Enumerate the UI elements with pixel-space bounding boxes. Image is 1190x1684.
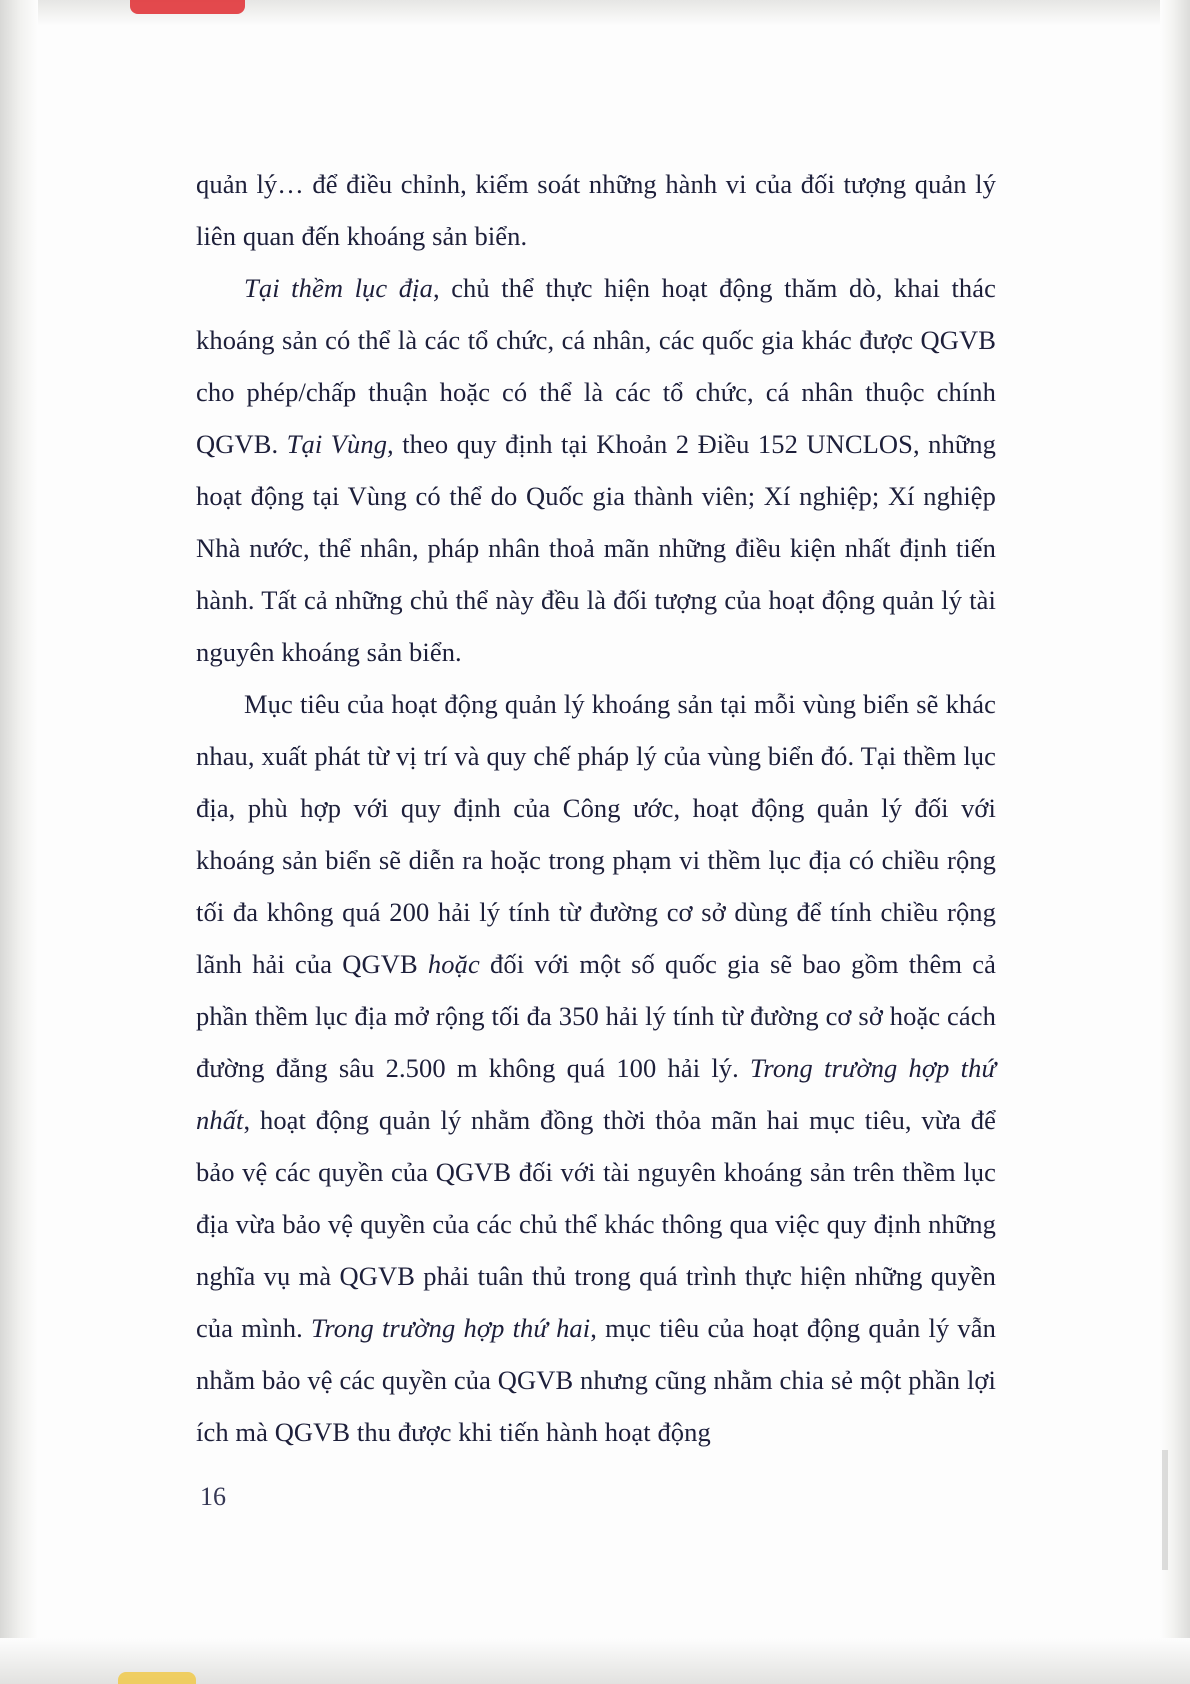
emphasis-text: Trong trường hợp thứ nhất: [196, 1053, 996, 1135]
paragraph: [196, 262, 996, 678]
scan-edge-left: [0, 0, 38, 1684]
body-text-block: [196, 158, 996, 1458]
yellow-scan-marker: [118, 1672, 196, 1684]
body-text: , mục tiêu của hoạt động quản lý vẫn nhằm bảo vệ các quyền của QGVB nhưng cũng nhằm chia sẻ một phần lợi ích mà QGVB thu được khi tiến hành hoạt động: [196, 1313, 996, 1447]
body-text: , hoạt động quản lý nhằm đồng thời thỏa mãn hai mục tiêu, vừa để bảo vệ các quyền của QGVB đối với tài nguyên khoáng sản trên thềm lục địa vừa bảo vệ quyền của các chủ thể khác thông qua việc quy định những nghĩa vụ mà QGVB phải tuân thủ trong quá trình thực hiện những quyền của mình.: [196, 1105, 996, 1343]
emphasis-text: hoặc: [427, 949, 480, 979]
page-number: 16: [200, 1482, 226, 1511]
emphasis-text: Trong trường hợp thứ hai: [310, 1313, 591, 1343]
body-text: quản lý… để điều chỉnh, kiểm soát những hành vi của đối tượng quản lý liên quan đến khoáng sản biển.: [196, 169, 996, 251]
body-text: theo quy định tại Khoản 2 Điều 152 UNCLOS, những hoạt động tại Vùng có thể do Quốc gia thành viên; Xí nghiệp; Xí nghiệp Nhà nước, thể nhân, pháp nhân thoả mãn những điều kiện nhất định tiến hành. Tất cả những chủ thể này đều là đối tượng của hoạt động quản lý tài nguyên khoáng sản biển.: [196, 429, 996, 667]
emphasis-text: Tại thềm lục địa: [244, 273, 433, 303]
edge-scan-artifact: [1162, 1450, 1168, 1570]
red-scan-marker: [130, 0, 245, 14]
paragraph: [196, 158, 996, 262]
body-text: , chủ thể thực hiện hoạt động thăm dò, khai thác khoáng sản có thể là các tổ chức, cá nhân, các quốc gia khác được QGVB cho phép/chấp thuận hoặc có thể là các tổ chức, cá nhân thuộc chính QGVB.: [196, 273, 997, 459]
body-text: Mục tiêu của hoạt động quản lý khoáng sản tại mỗi vùng biển sẽ khác nhau, xuất phát từ vị trí và quy chế pháp lý của vùng biển đó. Tại thềm lục địa, phù hợp với quy định của Công ước, hoạt động quản lý đối với khoáng sản biển sẽ diễn ra hoặc trong phạm vi thềm lục địa có chiều rộng tối đa không quá 200 hải lý tính từ đường cơ sở dùng để tính chiều rộng lãnh hải của QGVB: [196, 689, 996, 979]
paragraph: [196, 678, 996, 1458]
scan-edge-right: [1160, 0, 1190, 1684]
emphasis-text: Tại Vùng,: [286, 429, 394, 459]
body-text: đối với một số quốc gia sẽ bao gồm thêm cả phần thềm lục địa mở rộng tối đa 350 hải lý tính từ đường cơ sở hoặc cách đường đẳng sâu 2.500 m không quá 100 hải lý.: [196, 949, 996, 1083]
